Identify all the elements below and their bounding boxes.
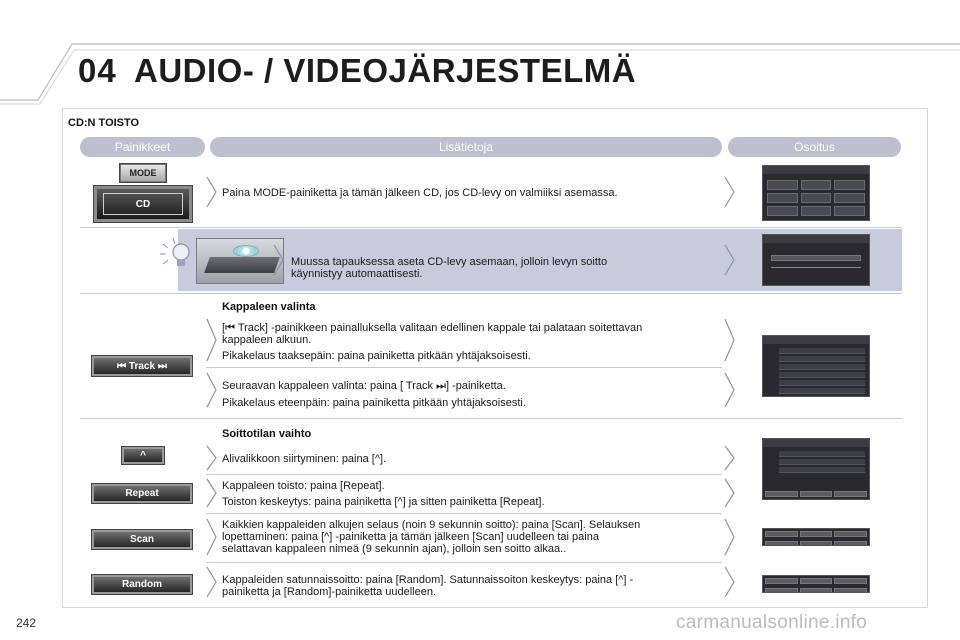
column-header-buttons: Painikkeet [80, 137, 205, 157]
track-next-icon: ⏭ [436, 380, 446, 392]
repeat-text-line2: Toiston keskeytys: paina painiketta [^] ja sitten painiketta [Repeat]. [222, 496, 545, 508]
mode-button-image: MODE [120, 164, 166, 182]
column-header-display: Osoitus [728, 137, 901, 157]
scan-button-image: Scan [92, 530, 192, 549]
sub-row-divider [206, 474, 722, 475]
sub-row-divider [206, 367, 722, 368]
display-screenshot-mode-menu [762, 165, 870, 221]
chapter-title: AUDIO- / VIDEOJÄRJESTELMÄ [134, 52, 637, 89]
page-number: 242 [16, 616, 37, 630]
display-screenshot-track-list [762, 335, 870, 397]
chevron-right-icon [724, 318, 735, 362]
display-screenshot-random [762, 575, 870, 593]
chevron-right-icon [206, 478, 217, 508]
insert-cd-text-line2: käynnistyy automaattisesti. [291, 268, 423, 280]
scan-text-line1: Kaikkien kappaleiden alkujen selaus (noin 9 sekunnin soitto): paina [Scan]. Selauksen [222, 519, 641, 531]
row-divider [80, 293, 902, 294]
display-screenshot-submenu [762, 438, 870, 500]
row-divider [80, 418, 902, 419]
sub-row-divider [206, 562, 722, 563]
cd-drive-photo [196, 238, 284, 284]
play-mode-subhead: Soittotilan vaihto [222, 428, 312, 440]
track-next-fast-text: Pikakelaus eteenpäin: paina painiketta pitkään yhtäjaksoisesti. [222, 397, 526, 409]
chapter-number: 04 [78, 52, 117, 89]
lightbulb-tip-icon [159, 236, 191, 270]
repeat-button-image: Repeat [92, 484, 192, 503]
chevron-right-icon [724, 244, 735, 276]
chevron-right-icon [724, 372, 735, 408]
watermark: carmanualsonline.info [676, 612, 868, 633]
scan-text-line3: selattavan kappaleen nimeä (9 sekunnin ajan), jolloin sen soitto alkaa.. [222, 543, 567, 555]
row-divider [80, 227, 902, 228]
chevron-right-icon [206, 445, 217, 471]
scan-text-line2: lopettaminen: paina [^] -painiketta ja tämän jälkeen [Scan] uudelleen tai paina [222, 531, 599, 543]
track-prev-line1: [⏮ Track] -painikkeen painalluksella valitaan edellinen kappale tai palataan soitettavan [222, 322, 643, 334]
track-next-line: Seuraavan kappaleen valinta: paina [ Track ⏭] -painiketta. [222, 380, 506, 392]
chevron-right-icon [273, 244, 284, 276]
track-prev-line2: kappaleen alkuun. [222, 334, 312, 346]
chevron-right-icon [206, 176, 217, 208]
chevron-right-icon [724, 566, 735, 598]
track-selection-subhead: Kappaleen valinta [222, 301, 316, 313]
chevron-right-icon [724, 518, 735, 556]
repeat-text-line1: Kappaleen toisto: paina [Repeat]. [222, 480, 385, 492]
cd-button-label: CD [103, 193, 183, 215]
column-header-info: Lisätietoja [210, 137, 722, 157]
display-screenshot-preparing [762, 234, 870, 286]
cd-button-image [94, 186, 192, 222]
chevron-right-icon [206, 566, 217, 598]
sub-row-divider [206, 513, 722, 514]
track-button-image: ⏮ Track ⏭ [92, 356, 192, 376]
chevron-right-icon [724, 478, 735, 508]
track-previous-icon: ⏮ [225, 322, 235, 334]
chevron-right-icon [724, 176, 735, 208]
track-prev-fast-text: Pikakelaus taaksepäin: paina painiketta pitkään yhtäjaksoisesti. [222, 350, 531, 362]
random-text-line1: Kappaleiden satunnaissoitto: paina [Random]. Satunnaissoiton keskeytys: paina [^] - [222, 574, 634, 586]
random-button-image: Random [92, 575, 192, 594]
chevron-right-icon [206, 372, 217, 408]
display-screenshot-scan [762, 528, 870, 546]
mode-instruction-text: Paina MODE-painiketta ja tämän jälkeen CD, jos CD-levy on valmiiksi asemassa. [222, 187, 618, 199]
cd-disc-icon [233, 245, 259, 257]
chevron-right-icon [206, 518, 217, 556]
insert-cd-text-line1: Muussa tapauksessa aseta CD-levy asemaan, jolloin levyn soitto [291, 256, 608, 268]
up-button-image: ^ [122, 447, 164, 464]
section-title: CD:N TOISTO [68, 117, 140, 129]
chevron-right-icon [206, 318, 217, 362]
submenu-text: Alivalikkoon siirtyminen: paina [^]. [222, 453, 387, 465]
random-text-line2: painiketta ja [Random]-painiketta uudelleen. [222, 586, 437, 598]
chevron-right-icon [724, 445, 735, 471]
